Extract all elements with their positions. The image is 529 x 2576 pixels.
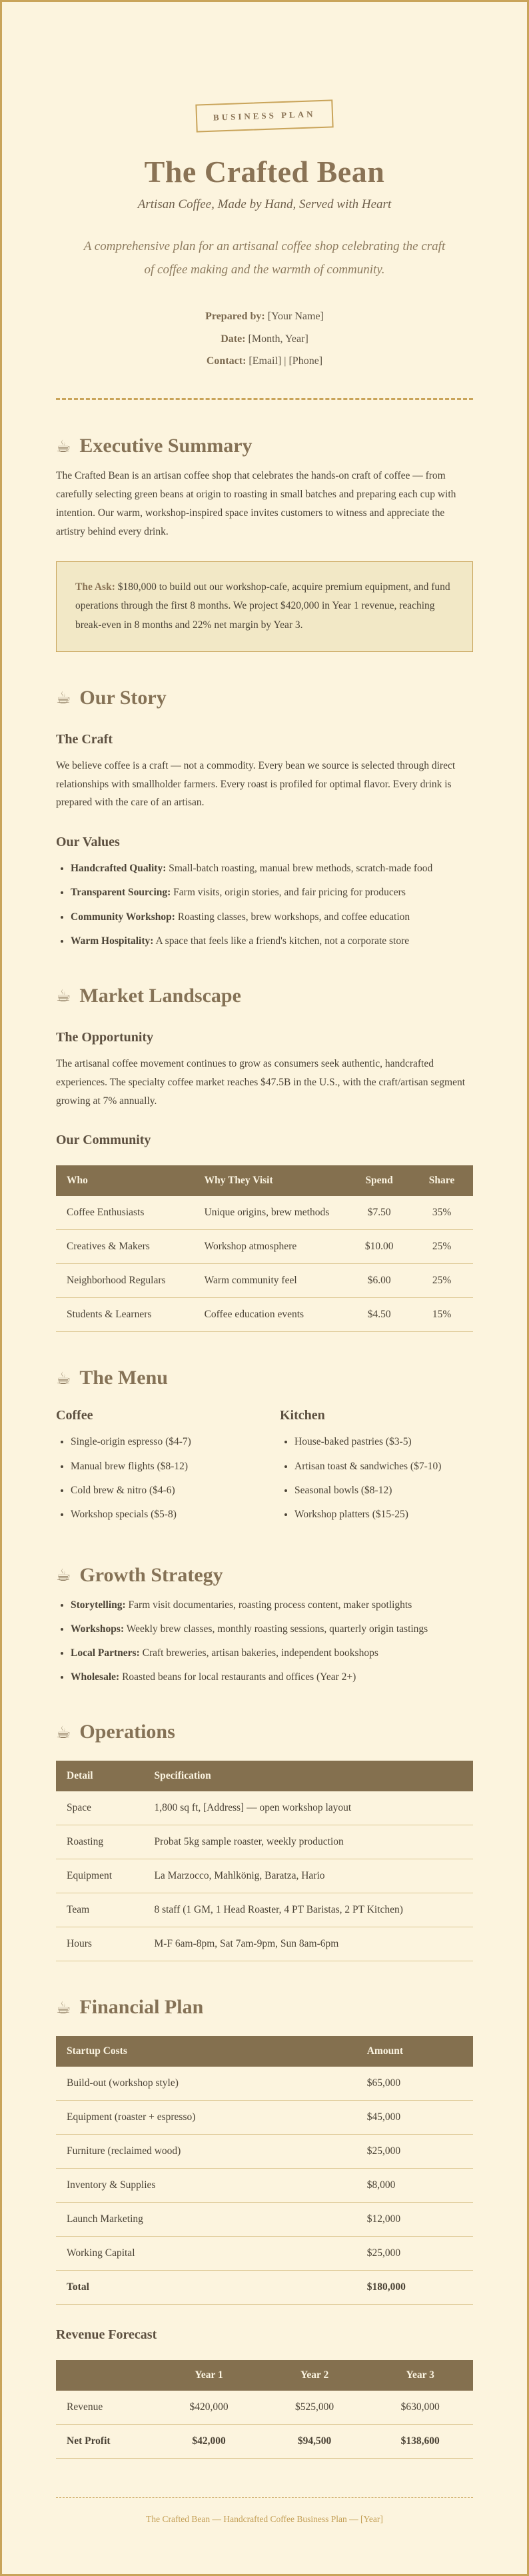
table-head <box>56 1761 473 1791</box>
table-cell: Inventory & Supplies <box>56 2169 356 2203</box>
section-heading <box>56 1564 473 1587</box>
coffee-cup-icon: ☕ <box>56 688 71 708</box>
subsection-heading-revenue-forecast: Revenue Forecast <box>56 2327 157 2343</box>
plan-description: A comprehensive plan for an artisanal coffee shop celebrating the craft of coffee making and the warmth of community. <box>83 239 446 277</box>
tagline: Artisan Coffee, Made by Hand, Served with Heart <box>137 197 392 211</box>
list-item <box>71 1668 473 1686</box>
table-body <box>56 1791 473 1961</box>
table-row <box>56 1927 473 1961</box>
subsection-heading-values: Our Values <box>56 835 120 850</box>
revenue-row <box>56 2391 473 2425</box>
table-row <box>56 2101 473 2135</box>
list-item: • House-baked pastries ($3-5) <box>294 1433 473 1451</box>
coffee-cup-icon: ☕ <box>56 1368 71 1388</box>
section-heading <box>56 985 473 1007</box>
table-row <box>56 1791 473 1825</box>
section-heading <box>56 1721 473 1743</box>
table-row <box>56 2237 473 2271</box>
table-header-cell: Year 2 <box>262 2360 368 2391</box>
table-cell: $180,000 <box>356 2271 473 2305</box>
meta-row-date <box>56 328 473 351</box>
table-cell: $10.00 <box>348 1230 410 1264</box>
coffee-cup-icon: ☕ <box>56 436 71 456</box>
meta-label: Date: <box>221 333 246 345</box>
list-item: • Manual brew flights ($8-12) <box>71 1457 249 1475</box>
item-text: Roasting classes, brew workshops, and coffee education <box>177 911 410 923</box>
item-text: Roasted beans for local restaurants and offices (Year 2+) <box>122 1671 356 1683</box>
table-cell: Probat 5kg sample roaster, weekly production <box>143 1825 473 1859</box>
table-header-cell: Who <box>56 1165 194 1196</box>
table-row <box>56 1298 473 1332</box>
table-cell: $7.50 <box>348 1196 410 1230</box>
item-label: Handcrafted Quality: <box>71 863 167 875</box>
item-text: Farm visit documentaries, roasting process content, maker spotlights <box>128 1599 412 1611</box>
coffee-cup-icon: ☕ <box>56 1997 71 2017</box>
menu-kitchen-heading: Kitchen <box>280 1408 325 1423</box>
section-operations <box>56 1721 473 1961</box>
menu-column-kitchen <box>280 1408 473 1529</box>
item-label: Community Workshop: <box>71 911 175 923</box>
table-header-row <box>56 2360 473 2391</box>
menu-grid <box>56 1408 473 1529</box>
table-cell: Furniture (reclaimed wood) <box>56 2135 356 2169</box>
section-heading-label: Financial Plan <box>79 1996 204 2019</box>
table-header-cell: Amount <box>356 2036 473 2067</box>
table-cell: Build-out (workshop style) <box>56 2067 356 2101</box>
table-cell: Unique origins, brew methods <box>194 1196 348 1230</box>
table-head <box>56 1165 473 1196</box>
table-row <box>56 2135 473 2169</box>
item-label: Warm Hospitality: <box>71 935 154 947</box>
table-row <box>56 1893 473 1927</box>
table-cell: 15% <box>410 1298 473 1332</box>
table-row <box>56 1230 473 1264</box>
table-row <box>56 1825 473 1859</box>
list-item: • Cold brew & nitro ($4-6) <box>71 1481 249 1499</box>
menu-coffee-heading: Coffee <box>56 1408 93 1423</box>
ask-text: $180,000 to build out our workshop-cafe, acquire premium equipment, and fund operations through the first 8 months. We project $420,000 in Year 1 revenue, reaching break-even in 8 months and 22% net margin by Year 3. <box>75 581 450 631</box>
table-cell: Net Profit <box>56 2425 156 2459</box>
table-header-row <box>56 2036 473 2067</box>
table-header-cell: Specification <box>143 1761 473 1791</box>
table-cell: Roasting <box>56 1825 143 1859</box>
growth-list <box>56 1596 473 1687</box>
table-cell: $25,000 <box>356 2135 473 2169</box>
table-row <box>56 1264 473 1298</box>
header-divider <box>56 398 473 400</box>
startup-costs-table <box>56 2036 473 2305</box>
list-item <box>71 883 473 901</box>
plan-badge-label: BUSINESS PLAN <box>213 109 316 123</box>
list-item <box>71 932 473 950</box>
section-heading-label: Our Story <box>79 686 167 709</box>
net-profit-row <box>56 2425 473 2459</box>
values-list <box>56 859 473 950</box>
table-row <box>56 1859 473 1893</box>
meta-label: Contact: <box>206 355 247 367</box>
table-row <box>56 1196 473 1230</box>
table-cell: $8,000 <box>356 2169 473 2203</box>
table-cell: $138,600 <box>367 2425 473 2459</box>
table-cell: Launch Marketing <box>56 2203 356 2237</box>
table-row <box>56 2169 473 2203</box>
table-cell: Creatives & Makers <box>56 1230 194 1264</box>
item-label: Local Partners: <box>71 1647 140 1659</box>
table-cell: Equipment <box>56 1859 143 1893</box>
table-header-row <box>56 1165 473 1196</box>
list-item <box>71 1644 473 1662</box>
section-executive-summary <box>56 435 473 652</box>
table-cell: $420,000 <box>156 2391 262 2425</box>
subsection-heading-craft: The Craft <box>56 731 113 747</box>
table-header-cell: Why They Visit <box>194 1165 348 1196</box>
list-item: • Artisan toast & sandwiches ($7-10) <box>294 1457 473 1475</box>
table-header-cell <box>56 2360 156 2391</box>
community-table <box>56 1165 473 1332</box>
table-cell: Neighborhood Regulars <box>56 1264 194 1298</box>
table-cell: La Marzocco, Mahlkönig, Baratza, Hario <box>143 1859 473 1893</box>
section-heading-label: Market Landscape <box>79 984 241 1007</box>
table-cell: M-F 6am-8pm, Sat 7am-9pm, Sun 8am-6pm <box>143 1927 473 1961</box>
menu-column-coffee <box>56 1408 249 1529</box>
table-header-cell: Year 3 <box>367 2360 473 2391</box>
table-cell: 25% <box>410 1264 473 1298</box>
total-row <box>56 2271 473 2305</box>
craft-text: We believe coffee is a craft — not a commodity. Every bean we source is selected through direct relationships with smallholder farmers. Every roast is profiled for optimal flavor. Every drink is prepared with the care of an artisan. <box>56 759 456 809</box>
table-cell: $525,000 <box>262 2391 368 2425</box>
section-market-landscape <box>56 985 473 1333</box>
section-heading <box>56 1996 473 2019</box>
footer-text: The Crafted Bean — Handcrafted Coffee Business Plan — [Year] <box>146 2514 383 2525</box>
executive-summary-text: The Crafted Bean is an artisan coffee shop that celebrates the hands-on craft of coffee — from carefully selecting green beans at origin to roasting in small batches and preparing each cup with intention. Our warm, workshop-inspired space invites customers to witness and appreciate the artistry behind every drink. <box>56 470 456 537</box>
ask-label: The Ask: <box>75 581 115 593</box>
section-heading-label: Executive Summary <box>79 435 253 457</box>
item-text: Craft breweries, artisan bakeries, independent bookshops <box>142 1647 378 1659</box>
plan-badge <box>196 99 334 132</box>
table-cell: 25% <box>410 1230 473 1264</box>
list-item <box>71 1620 473 1638</box>
section-heading-label: Operations <box>79 1721 175 1743</box>
table-header-cell: Spend <box>348 1165 410 1196</box>
section-heading-label: The Menu <box>79 1367 168 1389</box>
table-row <box>56 2067 473 2101</box>
revenue-forecast-table <box>56 2360 473 2459</box>
content-column <box>56 2 473 2574</box>
page-title: The Crafted Bean <box>144 155 385 189</box>
table-header-row <box>56 1761 473 1791</box>
table-cell: 8 staff (1 GM, 1 Head Roaster, 4 PT Baristas, 2 PT Kitchen) <box>143 1893 473 1927</box>
item-text: Farm visits, origin stories, and fair pricing for producers <box>173 887 406 899</box>
meta-row-contact <box>56 350 473 373</box>
table-head <box>56 2360 473 2391</box>
table-body <box>56 1196 473 1332</box>
list-item <box>71 1596 473 1614</box>
item-text: A space that feels like a friend's kitchen, not a corporate store <box>155 935 410 947</box>
list-item <box>71 859 473 877</box>
meta-value: [Month, Year] <box>248 333 308 345</box>
section-financial-plan <box>56 1996 473 2459</box>
meta-value: [Your Name] <box>267 311 324 323</box>
subsection-heading-opportunity: The Opportunity <box>56 1029 154 1045</box>
coffee-cup-icon: ☕ <box>56 1722 71 1742</box>
item-text: Small-batch roasting, manual brew methods, scratch-made food <box>169 863 433 875</box>
table-cell: $42,000 <box>156 2425 262 2459</box>
table-header-cell: Startup Costs <box>56 2036 356 2067</box>
table-header-cell: Year 1 <box>156 2360 262 2391</box>
coffee-cup-icon: ☕ <box>56 1565 71 1585</box>
table-cell: Hours <box>56 1927 143 1961</box>
table-cell: Coffee education events <box>194 1298 348 1332</box>
table-cell: Working Capital <box>56 2237 356 2271</box>
section-growth-strategy <box>56 1564 473 1687</box>
table-row <box>56 2203 473 2237</box>
section-heading <box>56 687 473 709</box>
table-cell: $45,000 <box>356 2101 473 2135</box>
ask-callout <box>56 561 473 652</box>
coffee-menu-list <box>56 1433 249 1523</box>
section-heading <box>56 435 473 457</box>
list-item: • Single-origin espresso ($4-7) <box>71 1433 249 1451</box>
table-body <box>56 2067 473 2305</box>
table-cell: 35% <box>410 1196 473 1230</box>
footer-divider <box>56 2497 473 2498</box>
table-cell: $630,000 <box>367 2391 473 2425</box>
meta-label: Prepared by: <box>205 311 265 323</box>
table-cell: $12,000 <box>356 2203 473 2237</box>
list-item <box>71 908 473 926</box>
table-cell: Space <box>56 1791 143 1825</box>
table-cell: Workshop atmosphere <box>194 1230 348 1264</box>
item-label: Storytelling: <box>71 1599 126 1611</box>
table-header-cell: Share <box>410 1165 473 1196</box>
list-item: • Workshop platters ($15-25) <box>294 1505 473 1523</box>
table-cell: Students & Learners <box>56 1298 194 1332</box>
table-cell: Revenue <box>56 2391 156 2425</box>
subsection-heading-community: Our Community <box>56 1133 151 1148</box>
item-label: Wholesale: <box>71 1671 120 1683</box>
table-cell: Equipment (roaster + espresso) <box>56 2101 356 2135</box>
table-cell: $4.50 <box>348 1298 410 1332</box>
document-header <box>56 102 473 373</box>
meta-block <box>56 305 473 373</box>
table-cell: $94,500 <box>262 2425 368 2459</box>
table-cell: $65,000 <box>356 2067 473 2101</box>
table-cell: Warm community feel <box>194 1264 348 1298</box>
list-item: • Workshop specials ($5-8) <box>71 1505 249 1523</box>
table-head <box>56 2036 473 2067</box>
meta-value: [Email] | [Phone] <box>249 355 323 367</box>
coffee-cup-icon: ☕ <box>56 986 71 1006</box>
section-menu <box>56 1367 473 1529</box>
section-heading-label: Growth Strategy <box>79 1563 223 1586</box>
table-body <box>56 2391 473 2459</box>
list-item: • Seasonal bowls ($8-12) <box>294 1481 473 1499</box>
table-cell: $6.00 <box>348 1264 410 1298</box>
table-cell: Total <box>56 2271 356 2305</box>
table-cell: $25,000 <box>356 2237 473 2271</box>
table-cell: Coffee Enthusiasts <box>56 1196 194 1230</box>
section-our-story <box>56 687 473 950</box>
table-cell: Team <box>56 1893 143 1927</box>
section-heading <box>56 1367 473 1389</box>
opportunity-text: The artisanal coffee movement continues to grow as consumers seek authentic, handcrafted experiences. The specialty coffee market reaches $47.5B in the U.S., with the craft/artisan segment growing at 7% annually. <box>56 1057 466 1107</box>
table-cell: 1,800 sq ft, [Address] — open workshop layout <box>143 1791 473 1825</box>
kitchen-menu-list <box>280 1433 473 1523</box>
operations-table <box>56 1761 473 1961</box>
item-label: Transparent Sourcing: <box>71 887 171 899</box>
item-label: Workshops: <box>71 1623 125 1635</box>
item-text: Weekly brew classes, monthly roasting sessions, quarterly origin tastings <box>126 1623 428 1635</box>
table-header-cell: Detail <box>56 1761 143 1791</box>
meta-row-prepared-by <box>56 305 473 328</box>
